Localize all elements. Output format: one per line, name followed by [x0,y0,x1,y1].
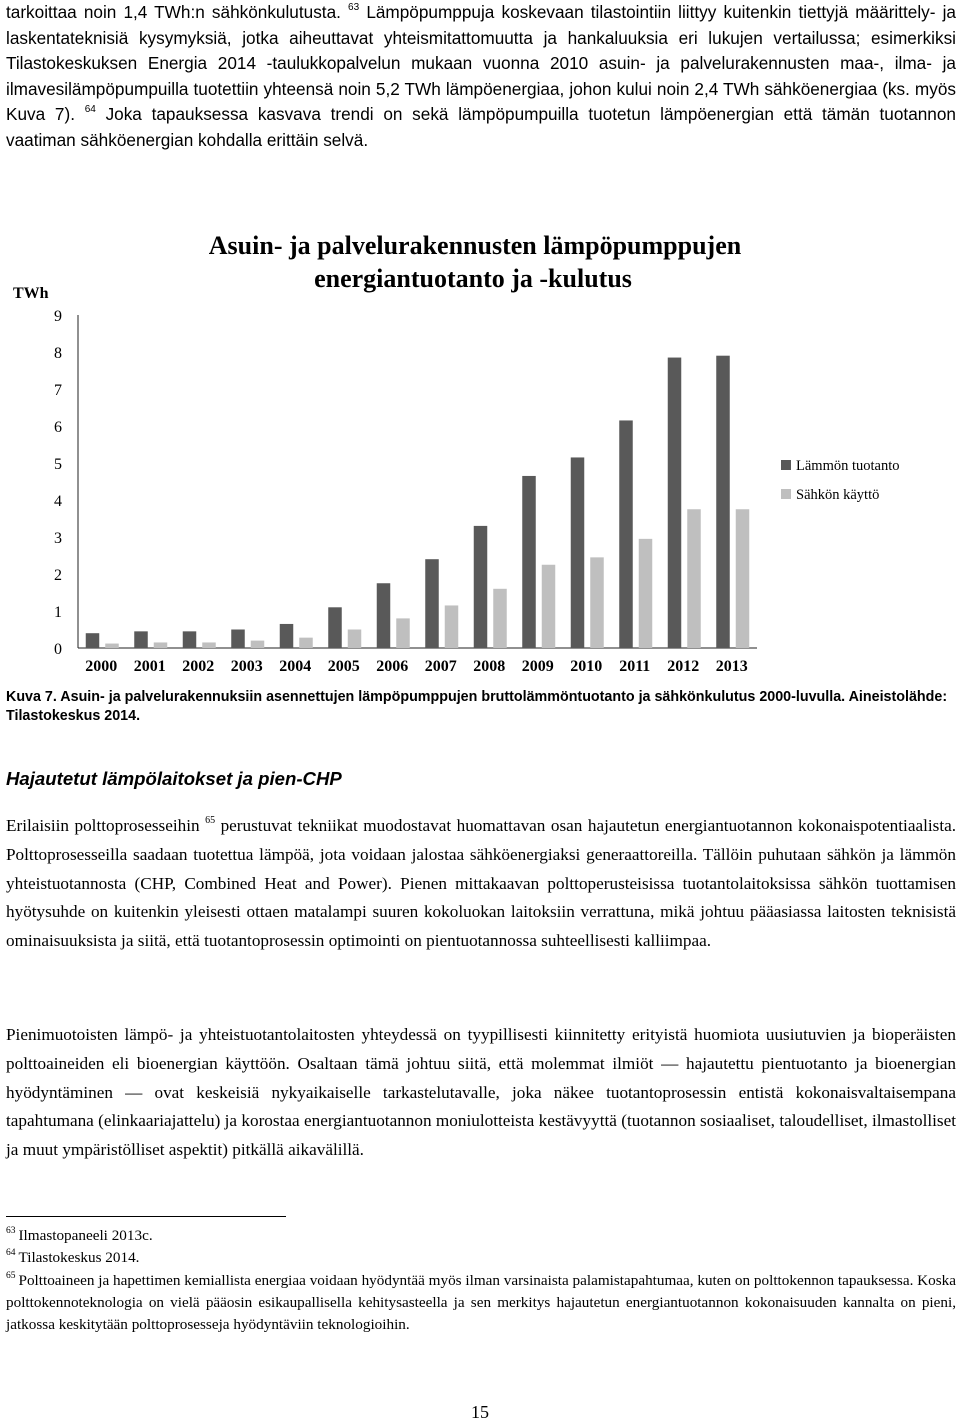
x-tick-label: 2008 [473,658,506,675]
bar-heat-production [668,358,682,648]
bar-electricity-use [251,641,265,648]
footnote-number: 63 [6,1226,16,1236]
intro-body: Lämpöpumppuja koskevaan tilastointiin liittyy kuitenkin tiettyjä määrittely- ja laskentateknisiä kysymyksiä, jotka aiheuttavat yhteismitattomuutta ja hankaluuksia eri lukujen vertailussa; esimerkiksi Tilastokeskuksen Energia 2014 -taulukkopalvelun mukaan vuonna 2010 asuin- ja palvelurakennusten maa-, ilma- ja ilmavesilämpöpumpuilla tuotettiin yhteensä noin 5,2 TWh lämpöenergiaa, johon kului noin 2,4 TWh sähköenergiaa (ks. myös Kuva 7). [6,2,956,125]
footnote-64 [6,1247,956,1269]
y-tick-label: 1 [54,604,62,621]
x-tick-label: 2003 [230,658,263,675]
x-tick-label: 2009 [521,658,554,675]
bar-electricity-use [396,618,410,648]
bar-electricity-use [639,539,653,648]
bar-heat-production [716,356,730,648]
footnote-divider [6,1216,286,1217]
bar-heat-production [231,630,245,649]
section-heading: Hajautetut lämpölaitokset ja pien-CHP [6,768,342,789]
y-tick-label: 6 [54,419,62,436]
bar-heat-production [183,631,197,648]
bar-heat-production [619,420,633,648]
legend-swatch [781,460,791,470]
bar-electricity-use [348,630,362,649]
x-tick-label: 2002 [182,658,215,675]
bar-electricity-use [493,589,507,648]
intro-paragraph [6,0,956,154]
bar-electricity-use [542,565,556,648]
legend-swatch [781,489,791,499]
intro-lead: tarkoittaa noin 1,4 TWh:n sähkönkulutusta. [6,2,341,22]
bar-heat-production [571,457,585,648]
legend-label: Sähkön käyttö [796,487,880,503]
y-tick-label: 0 [54,641,62,658]
x-tick-label: 2012 [667,658,700,675]
y-axis-label: TWh [13,285,49,302]
bar-electricity-use [105,644,119,648]
bar-electricity-use [299,638,313,648]
page-number: 15 [471,1402,489,1422]
y-tick-label: 8 [54,345,62,362]
bar-electricity-use [202,642,216,648]
y-axis [54,308,78,658]
footnote-63 [6,1225,956,1247]
figure-caption: Kuva 7. Asuin- ja palvelurakennuksiin asennettujen lämpöpumppujen bruttolämmöntuotanto ja sähkönkulutus 2000-luvulla. Aineistolähde: Tilastokeskus 2014. [6,689,948,724]
x-axis [78,648,757,675]
legend-label: Lämmön tuotanto [796,458,900,474]
footnote-number: 64 [6,1248,16,1259]
intro-tail: Joka tapauksessa kasvava trendi on sekä lämpöpumpuilla tuotetun lämpöenergian että tämän tuotannon vaatiman sähköenergian kohdalla erittäin selvä. [6,104,956,150]
y-tick-label: 5 [54,456,62,473]
paragraph-bioenergy: Pienimuotoisten lämpö- ja yhteistuotantolaitosten yhteydessä on tyypillisesti kiinnitetty erityistä huomiota uusiutuvien ja bioperäisten polttoaineiden eli bioenergian käyttöön. Osaltaan tämä johtuu siitä, että molemmat ilmiöt — hajautettu pientuotanto ja bioenergian hyödyntäminen — ovat keskeisiä nykyaikaiselle tarkastelutavalle, joka näkee tuotantoprosessin entistä kokonaisvaltaisempana tapahtumana (elinkaariajattelu) ja korostaa energiantuotannon moniulotteista kestävyyttä (tuotannon sosiaaliset, taloudelliset, ilmastolliset ja muut ympäristölliset aspektit) pitkällä aikavälillä. [6,1025,956,1160]
bar-heat-production [377,583,391,648]
bar-electricity-use [590,557,604,648]
bar-electricity-use [445,605,459,648]
heat-pump-bar-chart [0,218,960,683]
y-tick-label: 2 [54,567,62,584]
x-tick-label: 2013 [715,658,748,675]
x-tick-label: 2000 [85,658,118,675]
paragraph-chp [6,812,956,956]
paragraph-chp-lead: Erilaisiin polttoprosesseihin [6,816,200,835]
footnote-ref-64[interactable]: 64 [84,104,96,116]
y-tick-label: 9 [54,308,62,325]
bar-heat-production [280,624,294,648]
bar-electricity-use [736,509,750,648]
x-tick-label: 2004 [279,658,312,675]
x-tick-label: 2010 [570,658,603,675]
bar-heat-production [522,476,536,648]
footnote-text: Ilmastopaneeli 2013c. [18,1227,153,1244]
bar-heat-production [86,633,100,648]
bar-heat-production [474,526,488,648]
footnote-ref-63[interactable]: 63 [348,2,360,13]
paragraph-chp-rest: perustuvat tekniikat muodostavat huomattavan osan hajautetun energiantuotannon kokonaispotentiaalista. Polttoprosesseilla saadaan tuotettua lämpöä, jota voidaan jalostaa sähköenergiaksi generaattoreilla. Tällöin puhutaan sähkön ja lämmön yhteistuotannosta (CHP, Combined Heat and Power). Pienen mittakaavan polttoperusteisissa tuotantolaitoksissa sähkön tuottamisen hyötysuhde on kuitenkin yleisesti ottaen matalampi suuren kokoluokan laitoksiin verrattuna, mikä johtuu pääasiassa laitosten teknisistä ominaisuuksista ja siitä, että tuotantoprosessin optimointi on pientuotannossa suhteellisesti kalliimpaa. [6,816,957,951]
x-tick-label: 2011 [619,658,651,675]
chart-title-line2: energiantuotanto ja -kulutus [314,264,632,293]
bar-heat-production [134,631,148,648]
x-tick-label: 2006 [376,658,409,675]
x-tick-label: 2007 [424,658,457,675]
bars [86,356,750,648]
x-tick-label: 2005 [327,658,360,675]
footnotes [6,1225,956,1336]
footnote-number: 65 [6,1270,16,1281]
y-tick-label: 7 [54,382,62,399]
chart-title-line1: Asuin- ja palvelurakennusten lämpöpumppujen [208,231,742,260]
chart-legend [781,458,900,503]
y-tick-label: 3 [54,530,62,547]
x-tick-label: 2001 [133,658,166,675]
footnote-text: Tilastokeskus 2014. [18,1249,140,1267]
bar-heat-production [425,559,439,648]
bar-heat-production [328,607,342,648]
footnote-ref-65[interactable]: 65 [205,815,216,826]
bar-electricity-use [154,642,168,648]
footnote-65 [6,1270,956,1337]
y-tick-label: 4 [54,493,62,510]
footnote-text: Polttoaineen ja hapettimen kemiallista energiaa voidaan hyödyntää myös ilman varsinaista palamistapahtumaa, kuten on polttokennon tapauksessa. Koska polttokennoteknologia on vielä pääosin esikaupallisella kehitysasteella ja sen merkitys hajautetun energiantuotannon kokonaisuuden kannalta on pieni, jatkossa keskitytään polttoprosesseja hyödyntäviin teknologioihin. [6,1271,956,1334]
bar-electricity-use [687,509,701,648]
